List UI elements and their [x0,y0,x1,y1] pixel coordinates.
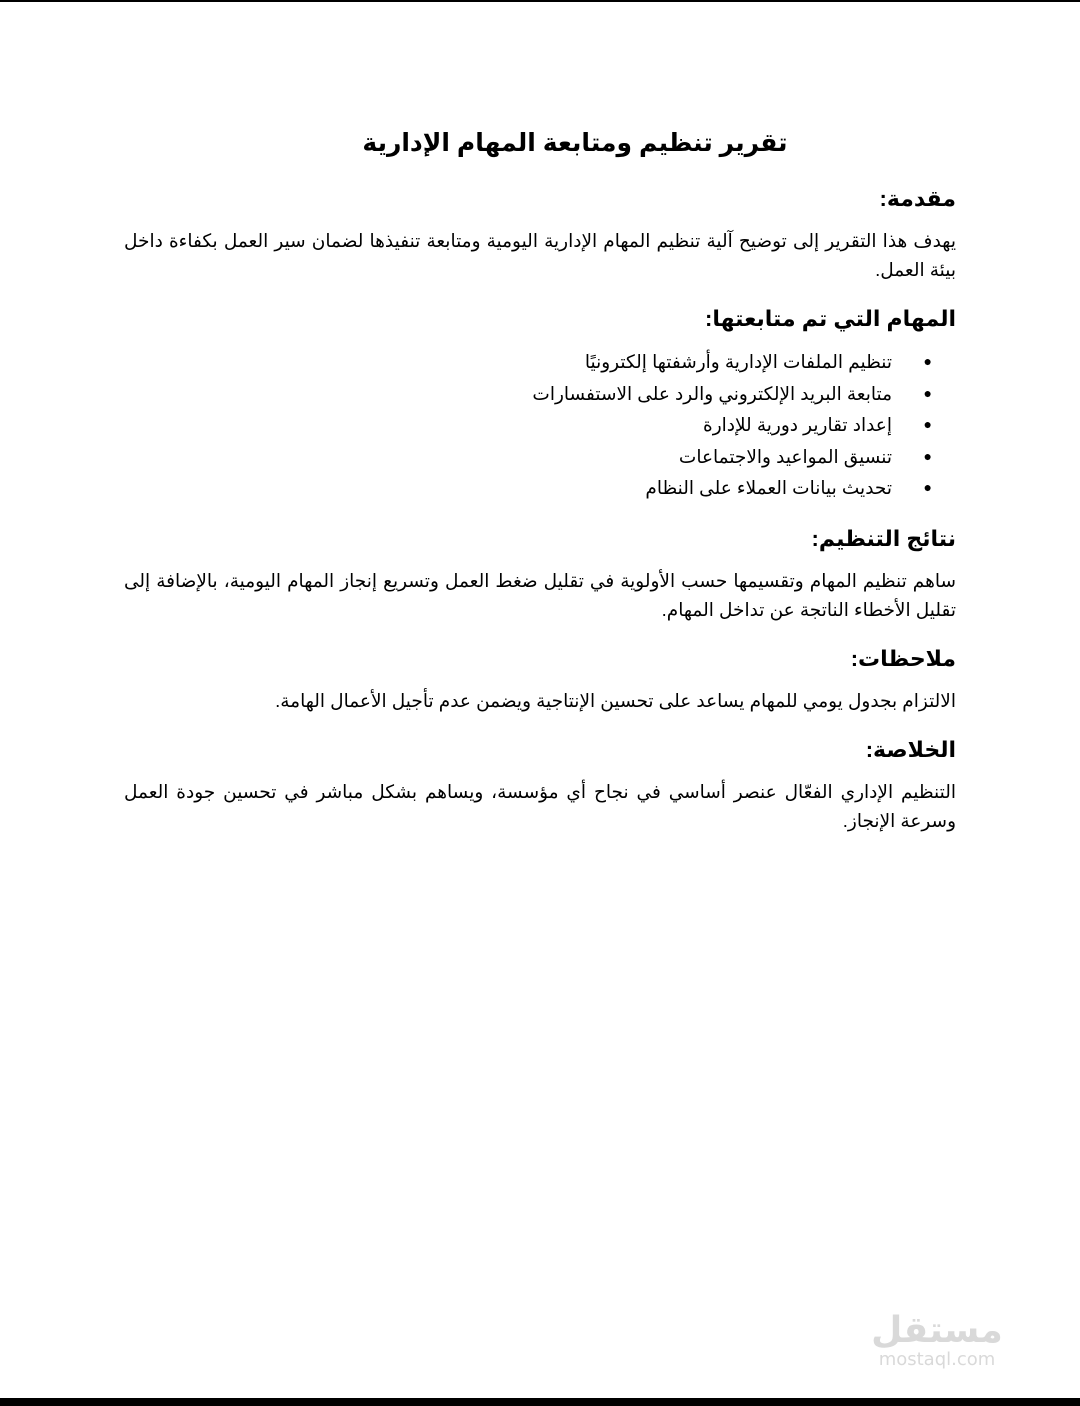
list-item [124,441,956,473]
conclusion-paragraph: التنظيم الإداري الفعّال عنصر أساسي في نجاح أي مؤسسة، ويساهم بشكل مباشر في تحسين جودة العمل وسرعة الإنجاز. [124,780,956,831]
results-section [124,526,956,624]
page-top-border [0,0,1080,2]
list-item [124,472,956,504]
notes-paragraph: الالتزام بجدول يومي للمهام يساعد على تحسين الإنتاجية ويضمن عدم تأجيل الأعمال الهامة. [275,689,956,711]
bullet-icon: ● [923,447,932,464]
list-item [124,346,956,378]
document-page [124,120,956,857]
bullet-icon: ● [923,416,932,432]
list-item [124,378,956,410]
tasks-section [124,306,956,504]
results-heading: نتائج التنظيم: [811,525,956,551]
list-item [124,409,956,441]
notes-section [124,646,956,715]
task-item-text: إعداد تقارير دورية للإدارة [703,414,892,435]
task-item-text: تنظيم الملفات الإدارية وأرشفتها إلكترونيًا [584,351,892,372]
bullet-icon: ● [923,479,932,495]
watermark-brand-url: mostaql.com [878,1349,996,1370]
page-bottom-bar [0,1398,1080,1406]
intro-heading: مقدمة: [879,186,956,211]
notes-heading: ملاحظات: [850,645,956,671]
bullet-icon: ● [923,384,932,401]
conclusion-section [124,737,956,835]
mostaql-watermark [862,1312,1012,1370]
watermark-brand-arabic: مستقل [871,1310,1003,1351]
bullet-icon: ● [923,353,932,369]
task-list [124,346,956,504]
task-item-text: تحديث بيانات العملاء على النظام [645,477,892,498]
intro-paragraph: يهدف هذا التقرير إلى توضيح آلية تنظيم المهام الإدارية اليومية ومتابعة تنفيذها لضمان سير العمل بكفاءة داخل بيئة العمل. [124,230,956,280]
tasks-heading: المهام التي تم متابعتها: [705,306,956,331]
document-title: تقرير تنظيم ومتابعة المهام الإدارية [362,129,788,157]
task-item-text: متابعة البريد الإلكتروني والرد على الاستفسارات [532,382,892,404]
task-item-text: تنسيق المواعيد والاجتماعات [678,445,892,467]
intro-section [124,186,956,284]
results-paragraph: ساهم تنظيم المهام وتقسيمها حسب الأولوية في تقليل ضغط العمل وتسريع إنجاز المهام اليومية، بالإضافة إلى تقليل الأخطاء الناتجة عن تداخل المهام. [124,569,956,620]
conclusion-heading: الخلاصة: [865,736,956,762]
